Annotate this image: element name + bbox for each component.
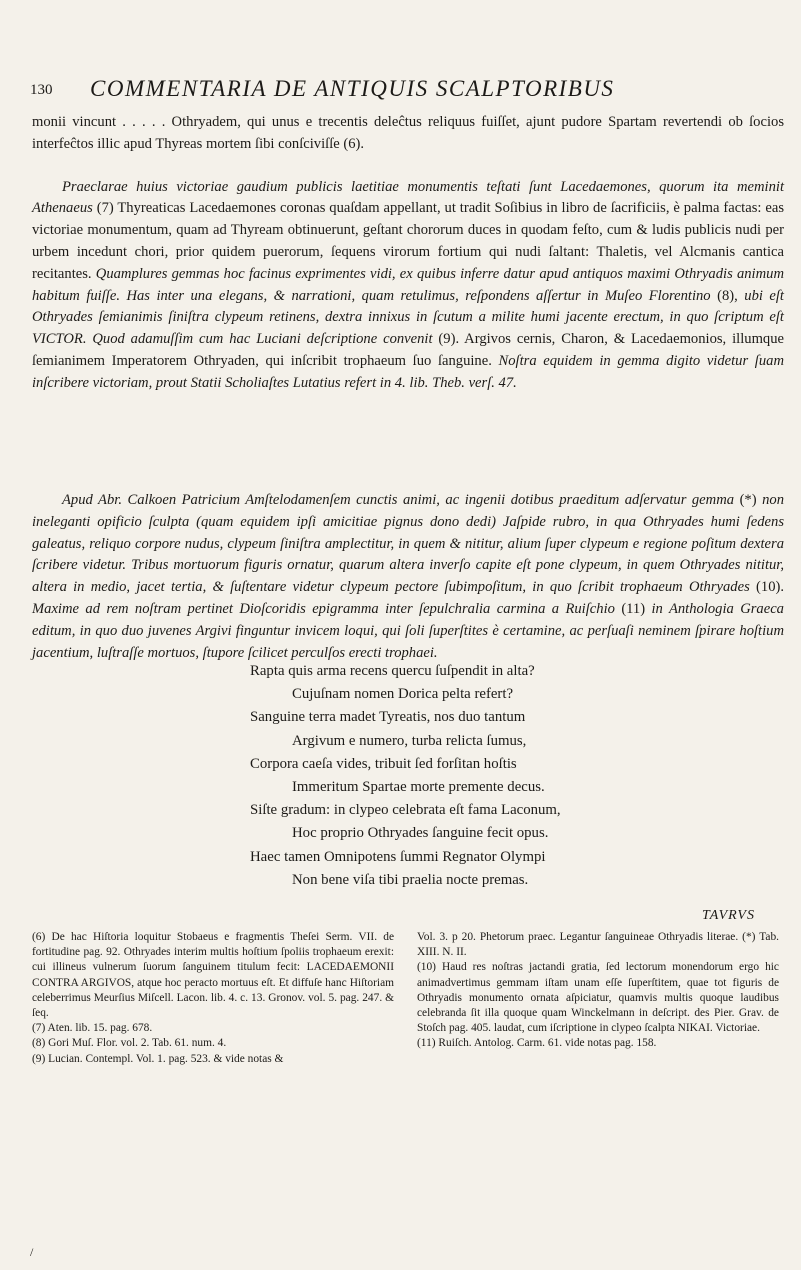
epigram-verse bbox=[250, 660, 770, 892]
verse-line: Non bene viſa tibi praelia nocte premas. bbox=[292, 871, 529, 888]
verse-line: Argivum e numero, turba relicta ſumus, bbox=[292, 732, 527, 749]
verse-line: Corpora caeſa vides, tribuit ſed forſitan hoſtis bbox=[250, 755, 517, 772]
verse-line: Immeritum Spartae morte premente decus. bbox=[292, 779, 545, 796]
footnotes-left-column bbox=[32, 930, 394, 1067]
footnote: (8) Gori Muſ. Flor. vol. 2. Tab. 61. num. 4. bbox=[32, 1037, 227, 1050]
footnote: (9) Lucian. Contempl. Vol. 1. pag. 523. & vide notas & bbox=[32, 1052, 284, 1065]
verse-line: Siſte gradum: in clypeo celebrata eſt fama Laconum, bbox=[250, 802, 561, 819]
running-title: COMMENTARIA DE ANTIQUIS SCALPTORIBUS bbox=[90, 76, 615, 101]
footnote: (10) Haud res noſtras jactandi gratia, ſed lectorum monendorum ergo hic animadvertimus gemmam iſtam unam eſſe ſuperſtitem, quae tot figuris de Othryadis monumento ornata aſpiciatur, quamvis multis quoque laudibus celebranda ſit illa quoque quam Winckelmann in deſcript. des Pier. Grav. de Stoſch pag. 405. laudat, cum iſcriptione in clypeo ſcalpta NIKAI. Victoriae. bbox=[417, 961, 779, 1035]
footnote: (11) Ruiſch. Antolog. Carm. 61. vide notas pag. 158. bbox=[417, 1037, 657, 1050]
page-number: 130 bbox=[30, 82, 53, 98]
verse-line: Cujuſnam nomen Dorica pelta refert? bbox=[292, 686, 514, 703]
footnote: (6) De hac Hiſtoria loquitur Stobaeus e fragmentis Theſei Serm. VII. de fortitudine pag. 92. Othryades interim multis hoſtium ſpoliis trophaeum erexit: cui illineus vulnerum ſuorum ſanguinem titulum fecit: LACEDAEMONII CONTRA ARGIVOS, atque hoc peracto mortuus eſt. Et diffuſe hanc Hiſtoriam celeberrimus Meurſius Miſcell. Lacon. lib. 4. c. 13. Gronov. vol. 5. pag. 247. & ſeq. bbox=[32, 931, 394, 1020]
footnote: (7) Aten. lib. 15. pag. 678. bbox=[32, 1022, 153, 1035]
verse-line: Hoc proprio Othryades ſanguine fecit opus. bbox=[292, 825, 549, 842]
verse-line: Rapta quis arma recens quercu ſuſpendit in alta? bbox=[250, 663, 535, 679]
body-text-middle bbox=[32, 490, 784, 664]
footnote: Vol. 3. p 20. Phetorum praec. Legantur ſanguineae Othryadis literae. (*) Tab. XIII. N. II. bbox=[417, 931, 779, 959]
page-header bbox=[30, 76, 790, 110]
footnotes-right-column bbox=[417, 930, 779, 1052]
verse-line: Sanguine terra madet Tyreatis, nos duo tantum bbox=[250, 709, 526, 726]
body-text-top bbox=[32, 112, 784, 395]
stray-mark: / bbox=[30, 1245, 34, 1259]
paragraph-3: Apud Abr. Calkoen Patricium Amſtelodamenſem cunctis animi, ac ingenii dotibus praeditum adſervatur gemma (*) non ineleganti opificio ſculpta (quam equidem ipſi amicitiae pignus dono dedi) Jaſpide rubro, in qua Othryades humi ſedens galeatus, reliquo corpore nudus, clypeum ſiniſtra amplectitur, in quem & nititur, alium ſuper clypeum e regione poſitum dextera ſcribere videtur. Tribus mortuorum figuris ornatur, quarum altera inverſo capite eſt pone clypeum, in quem Othryades nititur, altera in medio, jacet tertia, & ſuſtentare videtur clypeum pectore ſubimpoſitum, in quo ſcribit trophaeum Othryades (10). Maxime ad rem noſtram pertinet Dioſcoridis epigramma inter ſepulchralia carmina a Ruiſchio (11) in Anthologia Graeca editum, in quo duo juvenes Argivi finguntur invicem loqui, qui ſoli ſuperſtites è certamine, ac perſuaſi neminem ſpirare hoſtium jacentium, luſtraſſe mortuos, ſtupore ſcilicet perculſos erecti trophaei. bbox=[32, 492, 784, 661]
catchword: TAVRVS bbox=[701, 908, 755, 923]
verse-line: Haec tamen Omnipotens ſummi Regnator Olympi bbox=[250, 848, 546, 865]
paragraph-1: monii vincunt . . . . . Othryadem, qui unus e trecentis deleĉtus reliquus fuiſſet, ajunt pudore Spartam revertendi ob ſocios interfeĉtos illic apud Thyreas mortem ſibi conſciviſſe (6). bbox=[32, 114, 784, 152]
paragraph-2: Praeclarae huius victoriae gaudium publicis laetitiae monumentis teſtati ſunt Lacedaemones, quorum ita meminit Athenaeus (7) Thyreaticas Lacedaemones coronas quaſdam appellant, ut tradit Soſibius in libro de ſacrificiis, è palma factas: eas victoriae monumentum, quam ad Thyream obtinuerunt, geſtant chororum duces in quodam feſto, cum & ludis publicis nudi per urbem incedunt chori, prior quidem puerorum, ſequens virorum fortium qui nudi ſaltant: Thaletis, vel Alcmanis cantica recitantes. Quamplures gemmas hoc facinus exprimentes vidi, ex quibus inferre datur apud antiquos maximi Othryadis animum habitum fuiſſe. Has inter una elegans, & narrationi, quam retulimus, reſpondens aſſertur in Muſeo Florentino (8), ubi eſt Othryades ſemianimis ſiniſtra clypeum retinens, dextra innixus in ſcutum a milite humi jacente erectum, in quo ſcriptum eſt VICTOR. Quod adamuſſim cum hac Luciani deſcriptione convenit (9). Argivos cernis, Charon, & Lacedaemonios, illumque ſemianimem Imperatorem Othryaden, qui inſcribit trophaeum ſuo ſanguine. Noſtra equidem in gemma digito videtur ſuam inſcribere victoriam, prout Statii Scholiaſtes Lutatius refert in 4. lib. Theb. verſ. 47. bbox=[32, 178, 784, 391]
